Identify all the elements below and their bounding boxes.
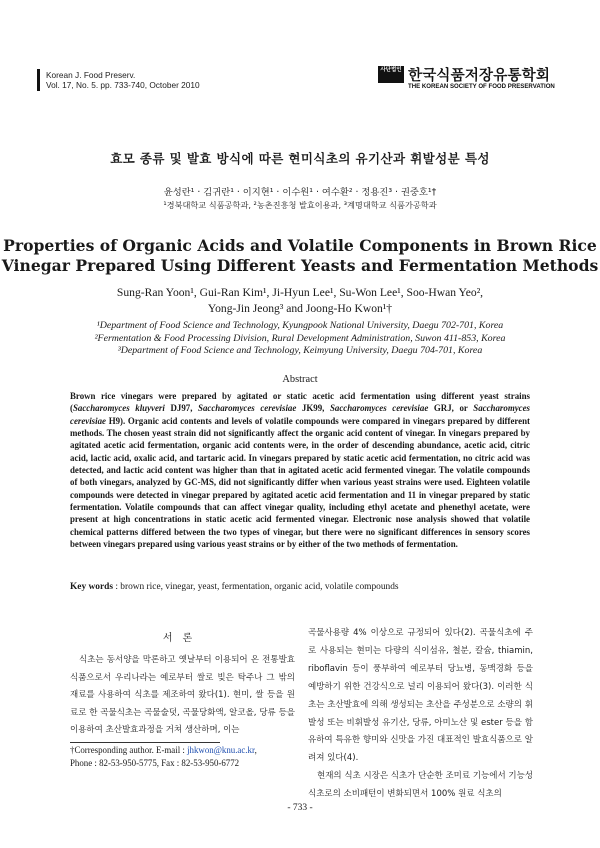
society-name-en: THE KOREAN SOCIETY OF FOOD PRESERVATION	[408, 83, 555, 90]
journal-info-bar	[37, 69, 40, 91]
species-name: Saccharomyces cerevisiae	[198, 403, 297, 414]
abstract-body	[70, 390, 530, 550]
footnote-phone: Phone : 82-53-950-5775, Fax : 82-53-950-6772	[70, 757, 240, 768]
society-badge: 사단법인	[378, 66, 404, 83]
society-name-ko: 한국식품저장유통학회	[408, 68, 551, 84]
section-heading-introduction: 서론	[162, 633, 203, 644]
paragraph: 현재의 식초 시장은 식초가 단순한 조미료 기능에서 기능성 식초로의 소비패턴이 변화되면서 100% 원료 식초의	[308, 771, 533, 800]
keywords	[70, 582, 530, 592]
affiliation-1: ¹Department of Food Science and Technology, Kyungpook National University, Daegu 702-701, Korea	[96, 320, 504, 331]
body-column-right	[308, 625, 533, 804]
footnote	[70, 744, 305, 769]
authors-korean: 윤성란¹ · 김귀란¹ · 이지현¹ · 이수원¹ · 여수환² · 정용진³ · 권중호¹†	[163, 187, 437, 198]
authors-english	[0, 285, 600, 317]
abstract-heading: Abstract	[282, 374, 318, 385]
footnote-suffix: ,	[254, 745, 257, 755]
abstract-text: Brown rice vinegars were prepared by agitated or static acetic acid fermentation using different yeast strains (	[70, 391, 530, 414]
authors-english-line1: Sung-Ran Yoon¹, Gui-Ran Kim¹, Ji-Hyun Lee¹, Su-Won Lee¹, Soo-Hwan Yeo²,	[116, 286, 484, 299]
abstract-text: H9). Organic acid contents and levels of volatile compounds were compared in vinegars prepared by different methods. The chosen yeast strain did not significantly affect the organic acid content of vinegar. In vinegars prepared by agitated acetic acid fermentation, organic acid contents were, in the order of descending abundance, acetic acid, citric acid, lactic acid, oxalic acid, and tartaric acid. In vinegars prepared by static acetic acid fermentation, no citric acid was detected, and lactic acid content was higher than that in agitated acetic acid fermented vinegar. The volatile compounds of both vinegars, analyzed by GC-MS, did not significantly differ when various yeast strains were used. Eighteen volatile compounds were detected in vinegar prepared by agitated acetic acid fermentation and 11 in vinegar prepared by static fermentation. Volatile compounds that can affect vinegar quality, including ethyl acetate and phenethyl acetate, were present at high concentrations in static acetic acid fermented vinegar. Electronic nose analysis showed that volatile chemical patterns differed between the two types of vinegar, but there were no significant differences in sensory scores between vinegars prepared using various yeast strains or by either of the two methods of fermentation.	[70, 415, 530, 550]
species-name: Saccharomyces cerevisiae	[329, 403, 429, 414]
body-column-left	[70, 652, 295, 740]
journal-info	[46, 70, 200, 90]
society-logo	[378, 64, 555, 94]
title-english	[0, 236, 600, 276]
footnote-divider	[70, 742, 220, 743]
abstract-text: GRJ, or	[428, 403, 474, 414]
abstract-text: JK99,	[296, 403, 330, 414]
affiliation-2: ²Fermentation & Food Processing Division, Rural Development Administration, Suwon 411-853, Korea	[94, 332, 506, 344]
abstract-text: DJ97,	[164, 403, 199, 414]
footnote-contact	[70, 744, 305, 757]
title-english-line2: Vinegar Prepared Using Different Yeasts and Fermentation Methods	[1, 256, 599, 275]
paragraph: 식초는 동서양을 막론하고 옛날부터 이용되어 온 전통발효식품으로서 우리나라는 예로부터 쌀로 빚은 탁주나 그 밖의 재료를 사용하여 식초를 제조하여 왔다(1). 현미, 쌀 등을 원료로 한 곡물식초는 곡물술덧, 곡물당화액, 알코올, 당류 등을 이용하여 초산발효과정을 거쳐 생산하며, 이는	[70, 655, 295, 735]
journal-name: Korean J. Food Preserv.	[46, 70, 136, 80]
authors-english-line2: Yong-Jin Jeong³ and Joong-Ho Kwon¹†	[207, 302, 393, 315]
affiliation-3: ³Department of Food Science and Technology, Keimyung University, Daegu 704-701, Korea	[117, 345, 483, 356]
affiliations-korean: ¹경북대학교 식품공학과, ²농촌진흥청 발효이용과, ³계명대학교 식품가공학과	[163, 200, 437, 210]
keywords-label: Key words	[70, 582, 113, 592]
paragraph: 곡물사용량 4% 이상으로 규정되어 있다(2). 곡물식초에 주로 사용되는 현미는 다량의 식이섬유, 철분, 칼슘, thiamin, riboflavin 등이 풍부하여 예로부터 당뇨병, 동맥경화 등을 예방하기 위한 건강식으로 널리 이용되어 왔다(3). 이러한 식초는 초산발효에 의해 생성되는 초산을 주성분으로 소량의 휘발성 또는 비휘발성 유기산, 당류, 아미노산 및 ester 등을 함유하여 특유한 향미와 신맛을 가진 대표적인 발효식품으로 알려져 있다(4).	[308, 628, 533, 764]
title-korean: 효모 종류 및 발효 방식에 따른 현미식초의 유기산과 휘발성분 특성	[110, 151, 490, 166]
title-english-line1: Properties of Organic Acids and Volatile Components in Brown Rice	[3, 236, 597, 255]
page-number: - 733 -	[287, 803, 313, 813]
species-name: Saccharomyces kluyveri	[72, 403, 165, 414]
species-name: Saccharomyces cerevisiae	[70, 403, 530, 426]
journal-volume: Vol. 17, No. 5. pp. 733-740, October 2010	[46, 80, 200, 90]
footnote-prefix: †Corresponding author. E-mail :	[70, 745, 188, 755]
email-link[interactable]: jhkwon@knu.ac.kr	[187, 745, 255, 755]
keywords-list: : brown rice, vinegar, yeast, fermentation, organic acid, volatile compounds	[112, 582, 399, 592]
affiliations-english	[0, 320, 600, 358]
